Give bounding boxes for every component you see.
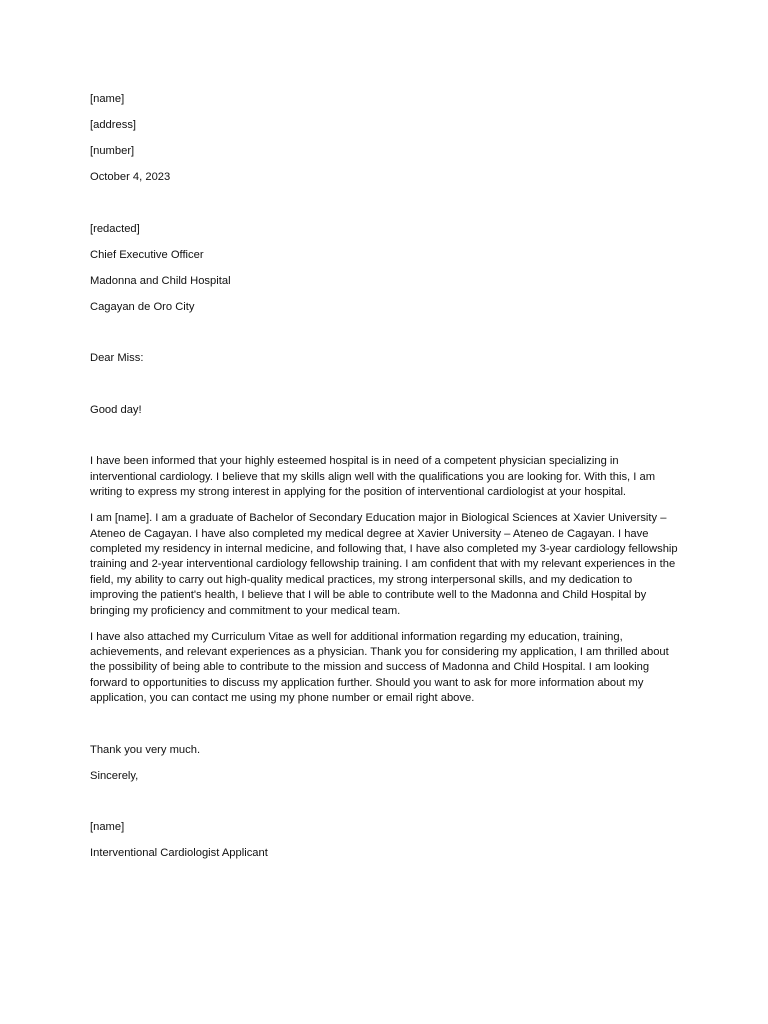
letter-date: October 4, 2023: [90, 171, 171, 183]
body-paragraph-2: I am [name]. I am a graduate of Bachelor of Secondary Education major in Biological Sciences at Xavier University – Ateneo de Cagayan. I have also completed my medical degree at Xavier University – Ateneo de Cagayan. I have completed my residency in internal medicine, and following that, I have also completed my 3-year cardiology fellowship training and 2-year interventional cardiology fellowship training. I am confident that with my relevant experiences in the field, my ability to carry out high-quality medical practices, my strong interpersonal skills, and my dedication to improving the patient's health, I believe that I will be able to contribute well to the Madonna and Child Hospital by bringing my proficiency and commitment to your medical team.: [90, 512, 678, 617]
recipient-name: [redacted]: [90, 222, 140, 235]
sender-number: [number]: [90, 145, 135, 157]
body-paragraph-3: I have also attached my Curriculum Vitae as well for additional information regarding my education, training, achievements, and relevant experiences as a physician. Thank you for considering my application, I am thrilled about the possibility of being able to contribute to the mission and success of Madonna and Child Hospital. I am looking forward to opportunities to discuss my application further. Should you want to ask for more information about my application, you can contact me using my phone number or email right above.: [90, 630, 669, 705]
recipient-city: Cagayan de Oro City: [90, 300, 195, 313]
signer-title: Interventional Cardiologist Applicant: [90, 847, 268, 860]
spacer: [90, 196, 680, 222]
spacer: [90, 377, 680, 403]
spacer: [90, 717, 680, 743]
recipient-title: Chief Executive Officer: [90, 248, 204, 261]
closing-signoff: Sincerely,: [90, 769, 139, 782]
sender-address: [address]: [90, 119, 137, 131]
signer-name: [name]: [90, 821, 125, 834]
closing-thanks: Thank you very much.: [90, 743, 201, 756]
sender-name: [name]: [90, 93, 125, 105]
salutation: Dear Miss:: [90, 352, 144, 365]
greeting: Good day!: [90, 403, 142, 416]
body-paragraph-1: I have been informed that your highly esteemed hospital is in need of a competent physician specializing in interventional cardiology. I believe that my skills align well with the qualifications you are looking for. With this, I am writing to express my strong interest in applying for the position of interventional cardiologist at your hospital.: [90, 455, 656, 499]
spacer: [90, 429, 680, 455]
spacer: [90, 795, 680, 821]
spacer: [90, 326, 680, 352]
recipient-organization: Madonna and Child Hospital: [90, 274, 231, 287]
letter-page: [90, 92, 680, 872]
